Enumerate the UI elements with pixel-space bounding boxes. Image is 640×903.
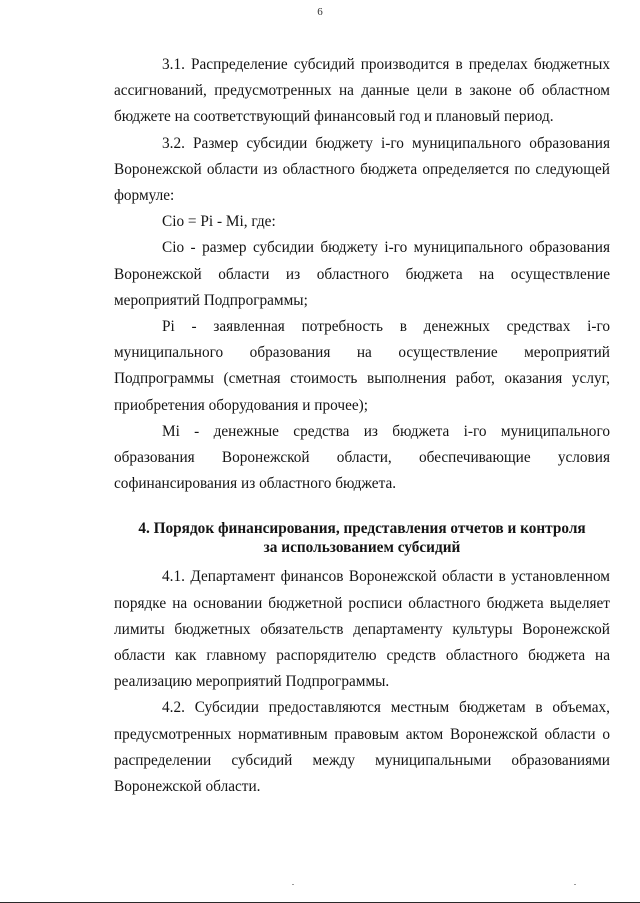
formula-line: Сio = Pi - Mi, где: (162, 213, 276, 231)
paragraph-3-2: 3.2. Размер субсидии бюджету i-го муниципального образования Воронежской области из областного бюджета определяется по следующей формуле: (114, 134, 610, 205)
section-spacer (114, 497, 610, 519)
section-4-heading-line2: за использованием субсидий (263, 539, 461, 557)
section-4-heading-line1: 4. Порядок финансирования, представления отчетов и контроля (138, 520, 586, 538)
paragraph-4-2: 4.2. Субсидии предоставляются местным бюджетам в объемах, предусмотренных нормативным правовым актом Воронежской области о распределении субсидий между муниципальными образованиями Воронежской области. (114, 699, 610, 796)
document-body (114, 52, 610, 800)
section-4-heading (114, 519, 610, 557)
definition-pi: Pi - заявленная потребность в денежных средствах i-го муниципального образования на осуществление мероприятий Подпрограммы (сметная стоимость выполнения работ, оказания услуг, приобретения оборудования и прочее); (114, 318, 610, 414)
definition-cio: Сio - размер субсидии бюджету i-го муниципального образования Воронежской области из областного бюджета на осуществление мероприятий Подпрограммы; (114, 239, 610, 309)
paragraph-3-1: 3.1. Распределение субсидий производится в пределах бюджетных ассигнований, предусмотренных на данные цели в законе об областном бюджете на соответствующий финансовый год и плановый период. (114, 56, 610, 126)
paragraph-4-1: 4.1. Департамент финансов Воронежской области в установленном порядке на основании бюджетной росписи областного бюджета выделяет лимиты бюджетных обязательств департаменту культуры Воронежской области как главному распорядителю средств областного бюджета на реализацию мероприятий Подпрограммы. (114, 568, 610, 691)
scan-speck (292, 884, 294, 885)
scan-speck (574, 884, 576, 885)
page-number: 6 (317, 6, 323, 18)
definition-mi: Mi - денежные средства из бюджета i-го муниципального образования Воронежской области, обеспечивающие условия софинансирования из областного бюджета. (114, 422, 610, 493)
